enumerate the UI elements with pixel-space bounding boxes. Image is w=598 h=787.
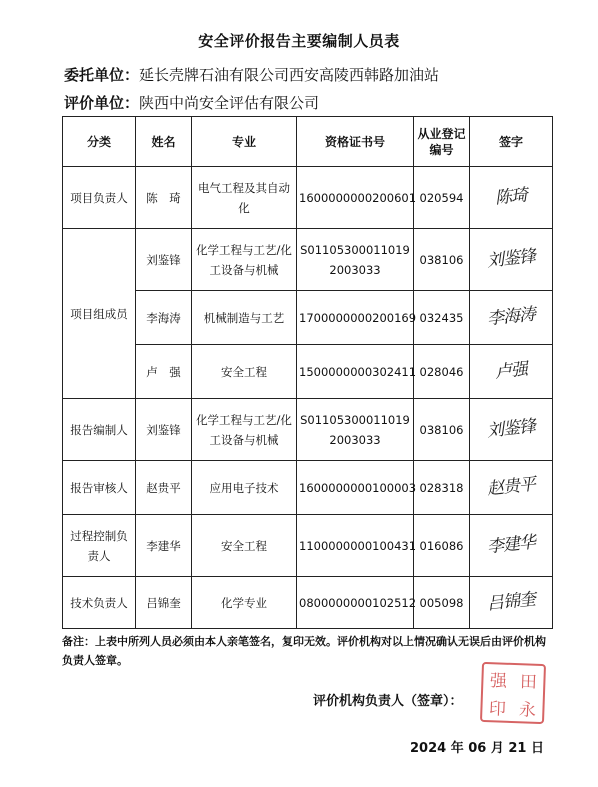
cell-cert: 0800000000102512 [297, 577, 414, 629]
evaluator-line [64, 92, 319, 113]
table-header-row [63, 117, 553, 167]
date: 2024 年 06 月 21 日 [410, 741, 544, 756]
cell-signature [470, 167, 553, 229]
cell-reg: 028046 [414, 345, 470, 399]
seal-char: 永 [518, 699, 537, 721]
handwritten-signature: 陈琦 [494, 185, 528, 209]
header-signature: 签字 [470, 117, 553, 167]
table-row [63, 167, 553, 229]
cell-category: 报告编制人 [63, 399, 136, 461]
cell-name: 卢 强 [136, 345, 192, 399]
handwritten-signature: 刘鉴锋 [486, 246, 536, 272]
cell-major: 应用电子技术 [192, 461, 297, 515]
client-value: 延长壳牌石油有限公司西安高陵西韩路加油站 [139, 66, 440, 84]
cell-major: 化学工程与工艺/化工设备与机械 [192, 399, 297, 461]
cell-name: 李海涛 [136, 291, 192, 345]
cell-signature [470, 515, 553, 577]
cell-name: 刘鉴锋 [136, 399, 192, 461]
personnel-table [62, 116, 553, 629]
cell-cert: 1600000000100003 [297, 461, 414, 515]
official-seal [480, 662, 546, 724]
seal-char: 强 [489, 670, 508, 692]
table-row [63, 345, 553, 399]
handwritten-signature: 卢强 [494, 359, 528, 383]
cell-reg: 038106 [414, 229, 470, 291]
cell-major: 安全工程 [192, 515, 297, 577]
header-reg: 从业登记编号 [414, 117, 470, 167]
cell-signature [470, 229, 553, 291]
cell-signature [470, 461, 553, 515]
handwritten-signature: 刘鉴锋 [486, 416, 536, 442]
header-name: 姓名 [136, 117, 192, 167]
cell-name: 李建华 [136, 515, 192, 577]
signature-label: 评价机构负责人（签章）： [313, 694, 463, 709]
cell-cert: S011053000110192003033 [297, 229, 414, 291]
table-row [63, 461, 553, 515]
header-category: 分类 [63, 117, 136, 167]
cell-signature [470, 399, 553, 461]
cell-major: 机械制造与工艺 [192, 291, 297, 345]
cell-category: 报告审核人 [63, 461, 136, 515]
cell-cert: 1700000000200169 [297, 291, 414, 345]
cell-name: 赵贵平 [136, 461, 192, 515]
cell-name: 陈 琦 [136, 167, 192, 229]
seal-char: 田 [519, 671, 538, 693]
cell-reg: 016086 [414, 515, 470, 577]
cell-cert: 1100000000100431 [297, 515, 414, 577]
cell-signature [470, 291, 553, 345]
cell-reg: 032435 [414, 291, 470, 345]
cell-category: 过程控制负责人 [63, 515, 136, 577]
table-row [63, 229, 553, 291]
cell-name: 刘鉴锋 [136, 229, 192, 291]
cell-reg: 020594 [414, 167, 470, 229]
client-label: 委托单位： [64, 66, 140, 84]
evaluator-value: 陕西中尚安全评估有限公司 [139, 94, 320, 112]
cell-category: 项目组成员 [63, 229, 136, 399]
cell-category: 技术负责人 [63, 577, 136, 629]
cell-cert: 1600000000200601 [297, 167, 414, 229]
table-row [63, 291, 553, 345]
footnote: 备注：上表中所列人员必须由本人亲笔签名，复印无效。评价机构对以上情况确认无误后由评价机构负责人签章。 [62, 635, 546, 667]
cell-major: 电气工程及其自动化 [192, 167, 297, 229]
evaluator-label: 评价单位： [64, 94, 140, 112]
cell-category: 项目负责人 [63, 167, 136, 229]
cell-name: 吕锦奎 [136, 577, 192, 629]
cell-major: 安全工程 [192, 345, 297, 399]
cell-major: 化学工程与工艺/化工设备与机械 [192, 229, 297, 291]
page-title: 安全评价报告主要编制人员表 [198, 32, 400, 50]
cell-signature [470, 577, 553, 629]
table-row [63, 399, 553, 461]
cell-reg: 005098 [414, 577, 470, 629]
table-row [63, 577, 553, 629]
cell-cert: 1500000000302411 [297, 345, 414, 399]
handwritten-signature: 李海涛 [486, 304, 536, 330]
client-line [64, 64, 439, 85]
header-cert: 资格证书号 [297, 117, 414, 167]
handwritten-signature: 吕锦奎 [486, 589, 536, 615]
cell-reg: 028318 [414, 461, 470, 515]
cell-cert: S011053000110192003033 [297, 399, 414, 461]
cell-reg: 038106 [414, 399, 470, 461]
table-row [63, 515, 553, 577]
header-major: 专业 [192, 117, 297, 167]
cell-signature [470, 345, 553, 399]
cell-major: 化学专业 [192, 577, 297, 629]
handwritten-signature: 赵贵平 [486, 474, 536, 500]
seal-char: 印 [488, 698, 507, 720]
handwritten-signature: 李建华 [486, 532, 536, 558]
